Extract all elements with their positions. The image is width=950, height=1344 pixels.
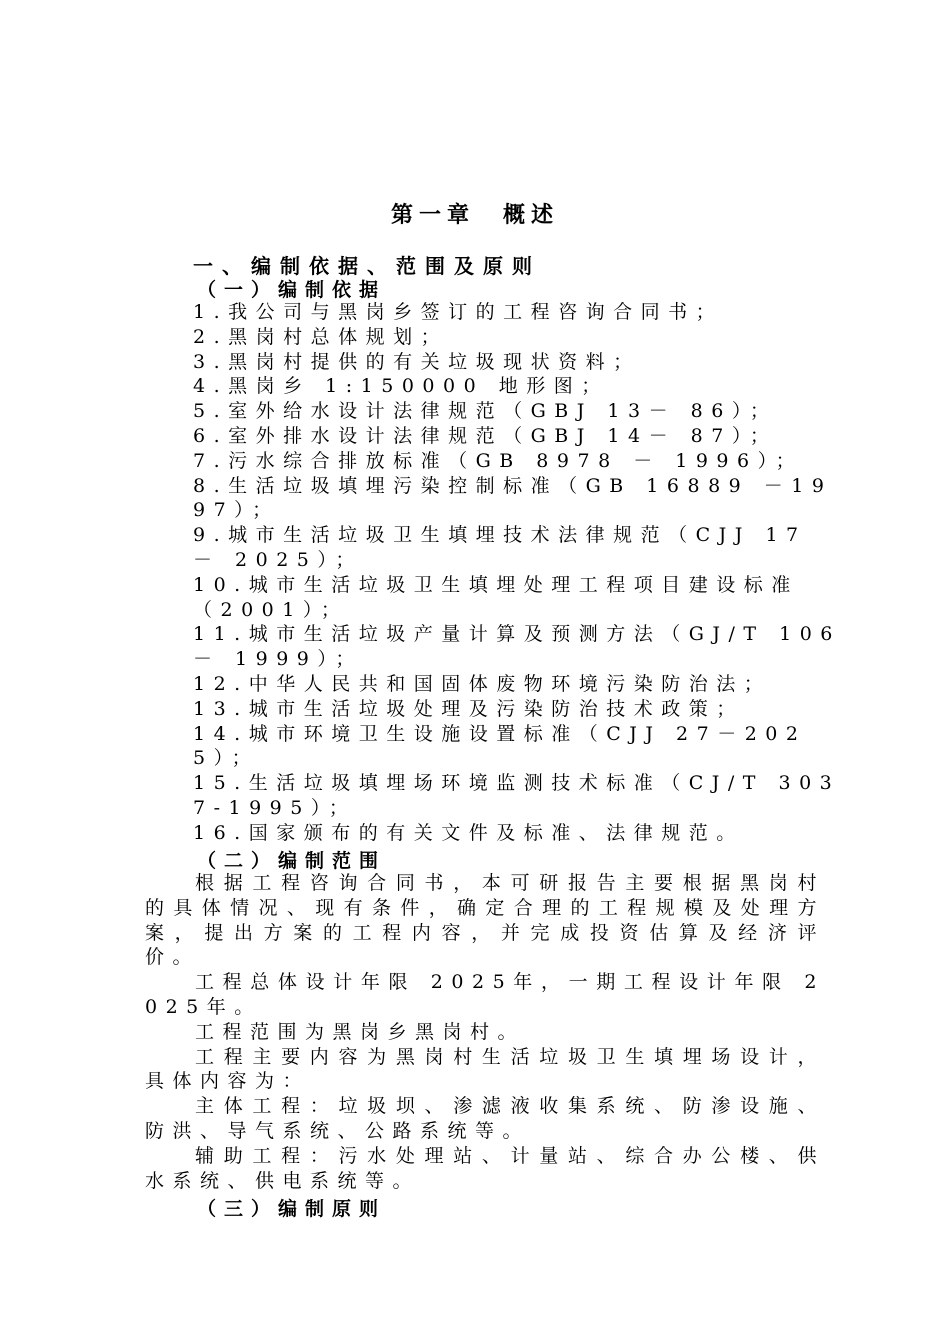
list-item: 5.室外给水设计法律规范（GBJ 13－ 86）； <box>193 400 778 423</box>
chapter-name: 概述 <box>503 203 560 228</box>
list-item: 1.我公司与黑岗乡签订的工程咨询合同书； <box>193 301 724 323</box>
subsection-heading-scope: （二）编制范围 <box>197 850 387 872</box>
list-item: 14.城市环境卫生设施设置标准（CJJ 27－2025）； <box>193 722 807 770</box>
list-item: 10.城市生活垃圾卫生填埋处理工程项目建设标准（2001）； <box>193 573 799 621</box>
paragraph: 主体工程：垃圾坝、渗滤液收集系统、防渗设施、防洪、导气系统、公路系统等。 <box>145 1095 825 1142</box>
list-item: 13.城市生活垃圾处理及污染防治技术政策； <box>193 697 744 720</box>
list-item: 11.城市生活垃圾产量计算及预测方法（GJ/T 106－ 1999）； <box>193 623 841 671</box>
basis-list <box>193 300 843 846</box>
list-item: 15.生活垃圾填埋场环境监测技术标准（CJ/T 3037-1995）； <box>193 772 841 819</box>
chapter-title <box>0 198 950 229</box>
list-item: 2.黑岗村总体规划； <box>193 325 449 348</box>
list-item: 3.黑岗村提供的有关垃圾现状资料； <box>193 350 641 373</box>
scope-text <box>145 871 825 1193</box>
paragraph: 根据工程咨询合同书，本可研报告主要根据黑岗村的具体情况、现有条件，确定合理的工程规模及处理方案，提出方案的工程内容，并完成投资估算及经济评价。 <box>145 872 825 969</box>
subsection-heading-principles: （三）编制原则 <box>197 1198 387 1220</box>
subsection-heading-basis: （一）编制依据 <box>197 279 387 301</box>
list-item: 4.黑岗乡 1:150000 地形图； <box>193 375 609 398</box>
list-item: 12.中华人民共和国固体废物环境污染防治法； <box>193 672 772 695</box>
list-item: 7.污水综合排放标准（GB 8978 － 1996）； <box>193 449 804 472</box>
paragraph: 工程主要内容为黑岗村生活垃圾卫生填埋场设计，具体内容为： <box>145 1045 825 1093</box>
list-item: 9.城市生活垃圾卫生填埋技术法律规范（CJJ 17 － 2025）； <box>193 524 822 571</box>
chapter-number: 第一章 <box>390 203 475 228</box>
paragraph: 工程总体设计年限 2025年，一期工程设计年限 2025年。 <box>145 971 825 1018</box>
list-item: 6.室外排水设计法律规范（GBJ 14－ 87）； <box>193 424 778 447</box>
list-item: 8.生活垃圾填埋污染控制标准（GB 16889 －1997）； <box>193 474 833 522</box>
paragraph: 辅助工程：污水处理站、计量站、综合办公楼、供水系统、供电系统等。 <box>145 1144 825 1192</box>
section-heading-basis-scope-principles: 一、编制依据、范围及原则 <box>193 254 541 278</box>
list-item: 16.国家颁布的有关文件及标准、法律规范。 <box>193 821 744 844</box>
paragraph: 工程范围为黑岗乡黑岗村。 <box>195 1020 526 1043</box>
